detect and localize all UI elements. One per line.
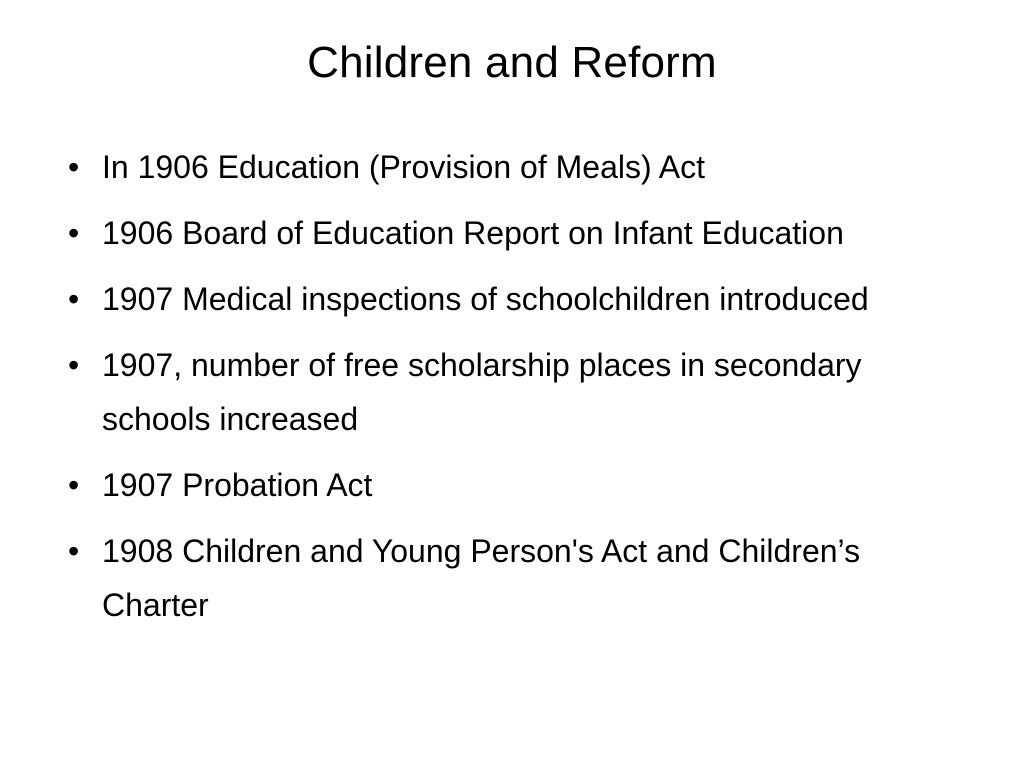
list-item: [60, 458, 920, 512]
list-item-text: 1907, number of free scholarship places in secondary schools increased: [102, 347, 862, 437]
list-item-text: 1907 Medical inspections of schoolchildren introduced: [102, 281, 869, 317]
bullet-icon: •: [68, 467, 80, 503]
bullet-icon: •: [68, 149, 80, 185]
list-item: [60, 338, 920, 446]
bullet-icon: •: [68, 533, 80, 569]
list-item: [60, 524, 920, 632]
list-item: [60, 140, 920, 194]
list-item-text: In 1906 Education (Provision of Meals) Act: [102, 149, 705, 185]
list-item: [60, 272, 920, 326]
list-item-text: 1907 Probation Act: [102, 467, 373, 503]
list-item-text: 1906 Board of Education Report on Infant Education: [102, 215, 844, 251]
list-item-text: 1908 Children and Young Person's Act and Children’s Charter: [102, 533, 861, 623]
list-item: [60, 206, 920, 260]
bullet-icon: •: [68, 347, 80, 383]
bullet-list: [60, 140, 920, 644]
bullet-icon: •: [68, 281, 80, 317]
slide-title: Children and Reform: [307, 38, 717, 87]
bullet-icon: •: [68, 215, 80, 251]
